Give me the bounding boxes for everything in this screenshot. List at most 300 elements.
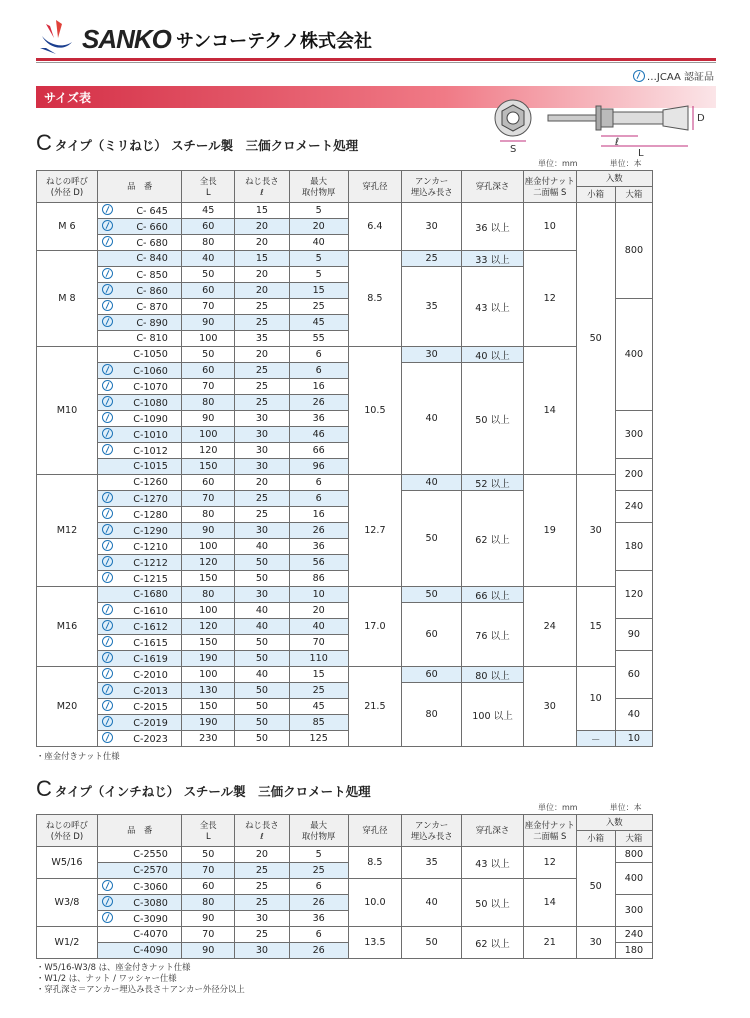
part-number-cell <box>97 443 182 459</box>
part-number-cell <box>97 879 182 895</box>
part-number: C-1090 <box>133 414 168 425</box>
thread-length-cell: 40 <box>235 667 290 683</box>
jcaa-mark-icon <box>102 896 113 907</box>
max-thickness-cell: 40 <box>289 235 348 251</box>
part-number-cell <box>97 555 182 571</box>
embed-length-cell: 30 <box>402 347 462 363</box>
part-number: C-1280 <box>133 510 168 521</box>
part-number-cell <box>97 619 182 635</box>
part-number-cell <box>97 203 182 219</box>
diagram-label-d: D <box>697 113 705 124</box>
thread-length-cell: 25 <box>235 507 290 523</box>
length-cell: 70 <box>182 299 235 315</box>
jcaa-legend <box>629 68 714 83</box>
thread-length-cell: 25 <box>235 315 290 331</box>
length-cell: 150 <box>182 699 235 715</box>
nut-width-cell: 21 <box>523 927 576 959</box>
thread-length-cell: 25 <box>235 879 290 895</box>
section2-title-text: タイプ（インチねじ） スチール製 三価クロメート処理 <box>54 784 371 799</box>
max-thickness-cell: 26 <box>289 395 348 411</box>
col-thread-len: ねじ長さ ℓ <box>235 171 290 203</box>
max-thickness-cell: 45 <box>289 315 348 331</box>
thread-size-cell: W5/16 <box>37 847 98 879</box>
length-cell: 120 <box>182 555 235 571</box>
col-length: 全長 L <box>182 815 235 847</box>
jcaa-mark-icon <box>102 428 113 439</box>
jcaa-mark-icon <box>102 684 113 695</box>
length-cell: 60 <box>182 219 235 235</box>
nut-width-cell: 14 <box>523 347 576 475</box>
small-box-qty-cell: 15 <box>576 587 615 667</box>
part-number-cell <box>97 667 182 683</box>
part-number-cell <box>97 411 182 427</box>
thread-length-cell: 15 <box>235 203 290 219</box>
part-number: C- 850 <box>136 270 168 281</box>
max-thickness-cell: 15 <box>289 667 348 683</box>
section1-title <box>36 130 358 156</box>
jcaa-mark-icon <box>102 556 113 567</box>
length-cell: 50 <box>182 847 235 863</box>
drill-depth-cell: 40 以上 <box>462 347 524 363</box>
size-table-inch <box>36 814 653 959</box>
col-qty: 入数 <box>576 171 652 187</box>
length-cell: 90 <box>182 523 235 539</box>
part-number-cell <box>97 315 182 331</box>
small-box-qty-cell: 50 <box>576 847 615 927</box>
section1-note: ・座金付きナット仕様 <box>36 751 120 761</box>
thread-length-cell: 25 <box>235 863 290 879</box>
part-number: C-3060 <box>133 882 168 893</box>
embed-length-cell: 60 <box>402 603 462 667</box>
jcaa-mark-icon <box>102 316 113 327</box>
jcaa-mark-icon <box>102 220 113 231</box>
header-rule <box>36 58 716 61</box>
company-name: サンコーテクノ株式会社 <box>176 31 373 52</box>
drill-depth-cell: 100 以上 <box>462 683 524 747</box>
jcaa-mark-icon <box>102 652 113 663</box>
small-box-qty-cell: 10 <box>576 667 615 731</box>
thread-size-cell: W3/8 <box>37 879 98 927</box>
hole-diameter-cell: 12.7 <box>348 475 402 587</box>
length-cell: 230 <box>182 731 235 747</box>
large-box-qty-cell: 400 <box>615 299 652 411</box>
max-thickness-cell: 70 <box>289 635 348 651</box>
small-box-qty-cell: 30 <box>576 927 615 959</box>
jcaa-mark-icon <box>102 444 113 455</box>
col-max: 最大 取付物厚 <box>289 815 348 847</box>
thread-length-cell: 50 <box>235 571 290 587</box>
col-max: 最大 取付物厚 <box>289 171 348 203</box>
diagram-label-l-small: ℓ <box>615 137 620 148</box>
col-length: 全長 L <box>182 171 235 203</box>
thread-length-cell: 30 <box>235 523 290 539</box>
thread-length-cell: 20 <box>235 475 290 491</box>
large-box-qty-cell: 200 <box>615 459 652 491</box>
nut-width-cell: 12 <box>523 251 576 347</box>
max-thickness-cell: 16 <box>289 507 348 523</box>
thread-size-cell: M 8 <box>37 251 98 347</box>
col-depth: 穿孔深さ <box>462 815 524 847</box>
part-number-cell <box>97 699 182 715</box>
max-thickness-cell: 6 <box>289 347 348 363</box>
hole-diameter-cell: 8.5 <box>348 847 402 879</box>
part-number-cell <box>97 475 182 491</box>
section2-title-c: C <box>36 776 52 801</box>
large-box-qty-cell: 180 <box>615 523 652 571</box>
logo-wordmark: SANKO <box>82 24 171 54</box>
part-number-cell <box>97 523 182 539</box>
section1-title-text: タイプ（ミリねじ） スチール製 三価クロメート処理 <box>54 138 359 153</box>
section2-note-2: ・W1/2 は、ナット / ワッシャー仕様 <box>36 973 177 983</box>
size-table-metric <box>36 170 653 747</box>
length-cell: 60 <box>182 475 235 491</box>
thread-length-cell: 50 <box>235 555 290 571</box>
part-number: C-1212 <box>133 558 168 569</box>
drill-depth-cell: 33 以上 <box>462 251 524 267</box>
max-thickness-cell: 6 <box>289 491 348 507</box>
embed-length-cell: 30 <box>402 203 462 251</box>
embed-length-cell: 60 <box>402 667 462 683</box>
length-cell: 70 <box>182 491 235 507</box>
thread-size-cell: M20 <box>37 667 98 747</box>
length-cell: 100 <box>182 539 235 555</box>
part-number-cell <box>97 459 182 475</box>
length-cell: 80 <box>182 235 235 251</box>
jcaa-mark-icon <box>102 508 113 519</box>
part-number-cell <box>97 427 182 443</box>
embed-length-cell: 35 <box>402 267 462 347</box>
hole-diameter-cell: 21.5 <box>348 667 402 747</box>
max-thickness-cell: 5 <box>289 251 348 267</box>
thread-length-cell: 25 <box>235 895 290 911</box>
section2-notes <box>36 962 245 995</box>
max-thickness-cell: 16 <box>289 379 348 395</box>
max-thickness-cell: 20 <box>289 219 348 235</box>
table-row <box>37 347 653 363</box>
section2-note-3: ・穿孔深さ＝アンカー埋込み長さ＋アンカー外径分以上 <box>36 984 245 994</box>
part-number: C-2023 <box>133 734 168 745</box>
col-thread: ねじの呼び (外径 D) <box>37 815 98 847</box>
max-thickness-cell: 96 <box>289 459 348 475</box>
jcaa-mark-icon <box>633 70 645 82</box>
section2-title <box>36 776 371 802</box>
length-cell: 150 <box>182 571 235 587</box>
part-number: C-1210 <box>133 542 168 553</box>
part-number: C-1070 <box>133 382 168 393</box>
max-thickness-cell: 5 <box>289 267 348 283</box>
length-cell: 70 <box>182 379 235 395</box>
col-small: 小箱 <box>576 831 615 847</box>
thread-size-cell: M10 <box>37 347 98 475</box>
col-large: 大箱 <box>615 187 652 203</box>
length-cell: 100 <box>182 667 235 683</box>
embed-length-cell: 80 <box>402 683 462 747</box>
thread-length-cell: 25 <box>235 395 290 411</box>
max-thickness-cell: 26 <box>289 943 348 959</box>
hole-diameter-cell: 10.0 <box>348 879 402 927</box>
part-number: C- 840 <box>136 253 168 264</box>
part-number-cell <box>97 603 182 619</box>
part-number-cell <box>97 911 182 927</box>
max-thickness-cell: 6 <box>289 927 348 943</box>
thread-length-cell: 50 <box>235 715 290 731</box>
part-number-cell <box>97 219 182 235</box>
part-number-cell <box>97 651 182 667</box>
part-number-cell <box>97 571 182 587</box>
drill-depth-cell: 50 以上 <box>462 879 524 927</box>
jcaa-mark-icon <box>102 636 113 647</box>
length-cell: 70 <box>182 863 235 879</box>
embed-length-cell: 50 <box>402 927 462 959</box>
thread-length-cell: 50 <box>235 731 290 747</box>
col-part: 品 番 <box>97 171 182 203</box>
part-number-cell <box>97 539 182 555</box>
length-cell: 60 <box>182 363 235 379</box>
large-box-qty-cell: 180 <box>615 943 652 959</box>
thread-length-cell: 50 <box>235 683 290 699</box>
part-number: C-4070 <box>133 929 168 940</box>
drill-depth-cell: 43 以上 <box>462 267 524 347</box>
max-thickness-cell: 6 <box>289 363 348 379</box>
part-number-cell <box>97 895 182 911</box>
part-number: C-1010 <box>133 430 168 441</box>
jcaa-legend-text: …JCAA 認証品 <box>646 72 714 83</box>
part-number: C-2010 <box>133 670 168 681</box>
diagram-label-s: S <box>510 144 517 155</box>
part-number: C-1260 <box>133 477 168 488</box>
col-depth: 穿孔深さ <box>462 171 524 203</box>
hole-diameter-cell: 6.4 <box>348 203 402 251</box>
jcaa-mark-icon <box>102 912 113 923</box>
jcaa-mark-icon <box>102 204 113 215</box>
max-thickness-cell: 45 <box>289 699 348 715</box>
small-box-qty-cell: 50 <box>576 203 615 475</box>
embed-length-cell: 40 <box>402 475 462 491</box>
thread-size-cell: M12 <box>37 475 98 587</box>
large-box-qty-cell: 240 <box>615 491 652 523</box>
thread-length-cell: 30 <box>235 427 290 443</box>
band-title: サイズ表 <box>44 91 92 105</box>
table-row <box>37 475 653 491</box>
part-number: C-2019 <box>133 718 168 729</box>
embed-length-cell: 35 <box>402 847 462 879</box>
length-cell: 90 <box>182 411 235 427</box>
drill-depth-cell: 52 以上 <box>462 475 524 491</box>
part-number: C-1612 <box>133 622 168 633</box>
col-hole: 穿孔径 <box>348 171 402 203</box>
large-box-qty-cell: 40 <box>615 699 652 731</box>
thread-length-cell: 20 <box>235 283 290 299</box>
small-box-qty-cell: － <box>576 731 615 747</box>
max-thickness-cell: 46 <box>289 427 348 443</box>
thread-length-cell: 30 <box>235 459 290 475</box>
thread-length-cell: 25 <box>235 379 290 395</box>
embed-length-cell: 40 <box>402 363 462 475</box>
jcaa-mark-icon <box>102 396 113 407</box>
thread-length-cell: 25 <box>235 927 290 943</box>
jcaa-mark-icon <box>102 380 113 391</box>
part-number: C-1215 <box>133 574 168 585</box>
part-number: C-4090 <box>133 945 168 956</box>
part-number: C-1615 <box>133 638 168 649</box>
part-number: C- 645 <box>136 206 168 217</box>
drill-depth-cell: 43 以上 <box>462 847 524 879</box>
max-thickness-cell: 5 <box>289 203 348 219</box>
large-box-qty-cell: 90 <box>615 619 652 651</box>
thread-length-cell: 25 <box>235 363 290 379</box>
section1-unit: 単位：mm 単位：本 <box>538 159 642 168</box>
part-number-cell <box>97 283 182 299</box>
max-thickness-cell: 40 <box>289 619 348 635</box>
jcaa-mark-icon <box>102 412 113 423</box>
thread-length-cell: 35 <box>235 331 290 347</box>
max-thickness-cell: 10 <box>289 587 348 603</box>
col-hole: 穿孔径 <box>348 815 402 847</box>
length-cell: 50 <box>182 347 235 363</box>
length-cell: 60 <box>182 283 235 299</box>
length-cell: 40 <box>182 251 235 267</box>
max-thickness-cell: 36 <box>289 411 348 427</box>
thread-length-cell: 25 <box>235 491 290 507</box>
nut-width-cell: 30 <box>523 667 576 747</box>
part-number: C- 680 <box>136 238 168 249</box>
thread-length-cell: 30 <box>235 443 290 459</box>
large-box-qty-cell: 10 <box>615 731 652 747</box>
col-thread-len: ねじ長さ ℓ <box>235 815 290 847</box>
max-thickness-cell: 125 <box>289 731 348 747</box>
max-thickness-cell: 20 <box>289 603 348 619</box>
table-row <box>37 251 653 267</box>
max-thickness-cell: 26 <box>289 523 348 539</box>
length-cell: 100 <box>182 331 235 347</box>
max-thickness-cell: 6 <box>289 879 348 895</box>
length-cell: 80 <box>182 895 235 911</box>
section1-title-c: C <box>36 130 52 155</box>
length-cell: 100 <box>182 603 235 619</box>
col-part: 品 番 <box>97 815 182 847</box>
max-thickness-cell: 110 <box>289 651 348 667</box>
drill-depth-cell: 50 以上 <box>462 363 524 475</box>
part-number-cell <box>97 863 182 879</box>
part-number-cell <box>97 927 182 943</box>
drill-depth-cell: 76 以上 <box>462 603 524 667</box>
large-box-qty-cell: 300 <box>615 411 652 459</box>
thread-length-cell: 25 <box>235 299 290 315</box>
drill-depth-cell: 62 以上 <box>462 491 524 587</box>
col-embed: アンカー 埋込み長さ <box>402 815 462 847</box>
small-box-qty-cell: 30 <box>576 475 615 587</box>
part-number: C-1050 <box>133 349 168 360</box>
col-thread: ねじの呼び (外径 D) <box>37 171 98 203</box>
length-cell: 120 <box>182 619 235 635</box>
max-thickness-cell: 36 <box>289 911 348 927</box>
col-embed: アンカー 埋込み長さ <box>402 171 462 203</box>
part-number: C-1015 <box>133 461 168 472</box>
length-cell: 45 <box>182 203 235 219</box>
max-thickness-cell: 25 <box>289 299 348 315</box>
part-number: C-1270 <box>133 494 168 505</box>
nut-width-cell: 19 <box>523 475 576 587</box>
part-number-cell <box>97 347 182 363</box>
part-number-cell <box>97 251 182 267</box>
jcaa-mark-icon <box>102 540 113 551</box>
anchor-diagram <box>488 96 713 158</box>
part-number-cell <box>97 731 182 747</box>
table-row <box>37 667 653 683</box>
thread-length-cell: 50 <box>235 635 290 651</box>
max-thickness-cell: 25 <box>289 863 348 879</box>
col-qty: 入数 <box>576 815 652 831</box>
part-number: C- 870 <box>136 302 168 313</box>
part-number: C- 810 <box>136 333 168 344</box>
large-box-qty-cell: 800 <box>615 203 652 299</box>
part-number: C-2570 <box>133 865 168 876</box>
length-cell: 190 <box>182 651 235 667</box>
part-number-cell <box>97 943 182 959</box>
length-cell: 80 <box>182 587 235 603</box>
max-thickness-cell: 56 <box>289 555 348 571</box>
embed-length-cell: 50 <box>402 587 462 603</box>
nut-width-cell: 14 <box>523 879 576 927</box>
max-thickness-cell: 6 <box>289 475 348 491</box>
header <box>0 0 750 62</box>
thread-size-cell: M 6 <box>37 203 98 251</box>
length-cell: 150 <box>182 635 235 651</box>
jcaa-mark-icon <box>102 716 113 727</box>
length-cell: 90 <box>182 943 235 959</box>
length-cell: 120 <box>182 443 235 459</box>
jcaa-mark-icon <box>102 620 113 631</box>
section2-unit: 単位：mm 単位：本 <box>538 803 642 812</box>
length-cell: 190 <box>182 715 235 731</box>
section2-note-1: ・W5/16-W3/8 は、座金付きナット仕様 <box>36 962 191 972</box>
part-number: C- 860 <box>136 286 168 297</box>
col-small: 小箱 <box>576 187 615 203</box>
length-cell: 90 <box>182 911 235 927</box>
length-cell: 60 <box>182 879 235 895</box>
thread-length-cell: 15 <box>235 251 290 267</box>
part-number-cell <box>97 683 182 699</box>
table-row <box>37 587 653 603</box>
hole-diameter-cell: 8.5 <box>348 251 402 347</box>
large-box-qty-cell: 240 <box>615 927 652 943</box>
part-number: C- 660 <box>136 222 168 233</box>
jcaa-mark-icon <box>102 284 113 295</box>
thread-length-cell: 30 <box>235 411 290 427</box>
embed-length-cell: 25 <box>402 251 462 267</box>
thread-length-cell: 20 <box>235 847 290 863</box>
part-number: C- 890 <box>136 318 168 329</box>
jcaa-mark-icon <box>102 524 113 535</box>
max-thickness-cell: 86 <box>289 571 348 587</box>
thread-size-cell: W1/2 <box>37 927 98 959</box>
part-number-cell <box>97 507 182 523</box>
part-number: C-3090 <box>133 914 168 925</box>
jcaa-mark-icon <box>102 880 113 891</box>
large-box-qty-cell: 60 <box>615 651 652 699</box>
jcaa-mark-icon <box>102 732 113 743</box>
part-number: C-1680 <box>133 589 168 600</box>
table-row <box>37 927 653 943</box>
nut-width-cell: 12 <box>523 847 576 879</box>
part-number-cell <box>97 847 182 863</box>
part-number-cell <box>97 331 182 347</box>
part-number-cell <box>97 491 182 507</box>
part-number: C-1619 <box>133 654 168 665</box>
length-cell: 80 <box>182 507 235 523</box>
thread-length-cell: 20 <box>235 267 290 283</box>
thread-length-cell: 40 <box>235 619 290 635</box>
